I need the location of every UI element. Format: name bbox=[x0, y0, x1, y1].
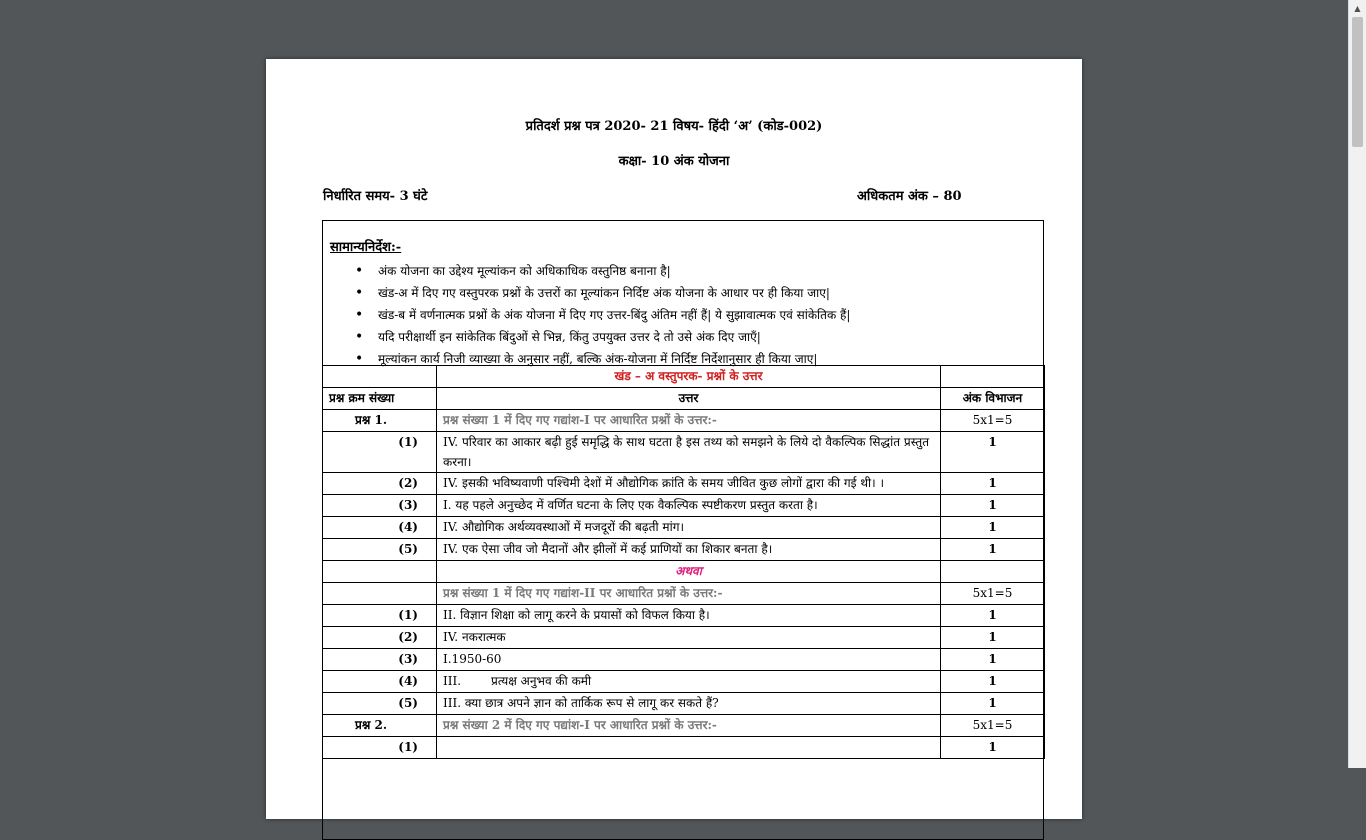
table-row bbox=[323, 517, 1045, 539]
document-subtitle: कक्षा- 10 अंक योजना bbox=[618, 154, 730, 169]
item-number: (1) bbox=[323, 737, 437, 759]
table-header-row bbox=[323, 388, 1045, 410]
table-row bbox=[323, 671, 1045, 693]
marks-cell: 5x1=5 bbox=[941, 410, 1045, 432]
guidelines-list bbox=[353, 260, 850, 370]
answer-roman-numeral: III. bbox=[443, 674, 462, 688]
answer-cell: II. विज्ञान शिक्षा को लागू करने के प्रयासों को विफल किया है। bbox=[437, 605, 941, 627]
marks-cell: 1 bbox=[941, 627, 1045, 649]
answer-cell: IV. परिवार का आकार बढ़ी हुई समृद्धि के साथ घटता है इस तथ्य को समझने के लिये दो वैकल्पिक सिद्धांत प्रस्तुत करना। bbox=[437, 432, 941, 473]
table-row bbox=[323, 627, 1045, 649]
marks-cell: 5x1=5 bbox=[941, 715, 1045, 737]
marking-scheme-box bbox=[322, 220, 1044, 840]
passage-heading: प्रश्न संख्या 2 में दिए गए पद्यांश-I पर आधारित प्रश्नों के उत्तर:- bbox=[437, 715, 941, 737]
guideline-item: • खंड-अ में दिए गए वस्तुपरक प्रश्नों के उत्तरों का मूल्यांकन निर्दिष्ट अंक योजना के आधार पर ही किया जाए| bbox=[353, 282, 850, 304]
marks-cell: 1 bbox=[941, 649, 1045, 671]
item-number: (4) bbox=[323, 671, 437, 693]
exam-time: निर्धारित समय- 3 घंटे bbox=[323, 189, 428, 204]
passage-heading: प्रश्न संख्या 1 में दिए गए गद्यांश-I पर आधारित प्रश्नों के उत्तर:- bbox=[437, 410, 941, 432]
answer-cell: IV. एक ऐसा जीव जो मैदानों और झीलों में कई प्राणियों का शिकार बनता है। bbox=[437, 539, 941, 561]
section-title: खंड – अ वस्तुपरक- प्रश्नों के उत्तर bbox=[437, 366, 941, 388]
answer-cell bbox=[437, 737, 941, 759]
guideline-item: • यदि परीक्षार्थी इन सांकेतिक बिंदुओं से भिन्न, किंतु उपयुक्त उत्तर दे तो उसे अंक दिए जाएँ| bbox=[353, 326, 850, 348]
document-page bbox=[266, 59, 1082, 819]
col-header-marks: अंक विभाजन bbox=[941, 388, 1045, 410]
item-number: (2) bbox=[323, 473, 437, 495]
item-number: (3) bbox=[323, 649, 437, 671]
guideline-item: • मूल्यांकन कार्य निजी व्याख्या के अनुसार नहीं, बल्कि अंक-योजना में निर्दिष्ट निर्देशानुसार ही किया जाए| bbox=[353, 348, 850, 370]
item-number: (5) bbox=[323, 693, 437, 715]
scroll-up-arrow-icon[interactable]: ▲ bbox=[1354, 4, 1361, 13]
table-row bbox=[323, 366, 1045, 388]
marks-cell: 1 bbox=[941, 517, 1045, 539]
marks-cell: 1 bbox=[941, 671, 1045, 693]
answer-cell: IV. नकरात्मक bbox=[437, 627, 941, 649]
table-row bbox=[323, 432, 1045, 473]
item-number: (3) bbox=[323, 495, 437, 517]
answer-cell: I.1950-60 bbox=[437, 649, 941, 671]
table-row bbox=[323, 693, 1045, 715]
or-label: अथवा bbox=[437, 561, 941, 583]
marks-cell: 1 bbox=[941, 737, 1045, 759]
guidelines-heading: सामान्यनिर्देश:- bbox=[330, 240, 402, 255]
vertical-scrollbar[interactable] bbox=[1348, 0, 1366, 768]
table-row bbox=[323, 473, 1045, 495]
item-number: (1) bbox=[323, 605, 437, 627]
marks-cell: 1 bbox=[941, 693, 1045, 715]
guideline-item: • खंड-ब में वर्णनात्मक प्रश्नों के अंक योजना में दिए गए उत्तर-बिंदु अंतिम नहीं हैं| ये सुझावात्मक एवं सांकेतिक हैं| bbox=[353, 304, 850, 326]
table-row bbox=[323, 649, 1045, 671]
item-number: (1) bbox=[323, 432, 437, 473]
marks-cell: 1 bbox=[941, 432, 1045, 473]
col-header-answer: उत्तर bbox=[437, 388, 941, 410]
item-number: (4) bbox=[323, 517, 437, 539]
col-header-question: प्रश्न क्रम संख्या bbox=[323, 388, 437, 410]
table-row bbox=[323, 583, 1045, 605]
answer-text: प्रत्यक्ष अनुभव की कमी bbox=[491, 674, 592, 688]
guideline-item: • अंक योजना का उद्देश्य मूल्यांकन को अधिकाधिक वस्तुनिष्ठ बनाना है| bbox=[353, 260, 850, 282]
answer-cell: IV. औद्योगिक अर्थव्यवस्थाओं में मजदूरों की बढ़ती मांग। bbox=[437, 517, 941, 539]
question-label: प्रश्न 2. bbox=[323, 715, 437, 737]
table-row bbox=[323, 715, 1045, 737]
passage-heading: प्रश्न संख्या 1 में दिए गए गद्यांश-II पर आधारित प्रश्नों के उत्तर:- bbox=[437, 583, 941, 605]
answer-cell: III. क्या छात्र अपने ज्ञान को तार्किक रूप से लागू कर सकते हैं? bbox=[437, 693, 941, 715]
item-number: (2) bbox=[323, 627, 437, 649]
table-row bbox=[323, 410, 1045, 432]
table-row bbox=[323, 737, 1045, 759]
marks-cell: 1 bbox=[941, 539, 1045, 561]
table-row bbox=[323, 495, 1045, 517]
question-label: प्रश्न 1. bbox=[323, 410, 437, 432]
table-row bbox=[323, 605, 1045, 627]
answer-cell: I. यह पहले अनुच्छेद में वर्णित घटना के लिए एक वैकल्पिक स्पष्टीकरण प्रस्तुत करता है। bbox=[437, 495, 941, 517]
marks-cell: 1 bbox=[941, 473, 1045, 495]
answer-table bbox=[322, 365, 1045, 759]
item-number: (5) bbox=[323, 539, 437, 561]
max-marks: अधिकतम अंक – 80 bbox=[857, 189, 962, 204]
marks-cell: 5x1=5 bbox=[941, 583, 1045, 605]
answer-cell: IV. इसकी भविष्यवाणी पश्चिमी देशों में औद्योगिक क्रांति के समय जीवित कुछ लोगों द्वारा की गई थी। । bbox=[437, 473, 941, 495]
marks-cell: 1 bbox=[941, 495, 1045, 517]
scroll-thumb[interactable] bbox=[1352, 17, 1363, 147]
document-title: प्रतिदर्श प्रश्न पत्र 2020- 21 विषय- हिंदी ‘अ’ (कोड-002) bbox=[525, 119, 823, 134]
answer-cell bbox=[437, 671, 941, 693]
marks-cell: 1 bbox=[941, 605, 1045, 627]
table-row bbox=[323, 561, 1045, 583]
table-row bbox=[323, 539, 1045, 561]
